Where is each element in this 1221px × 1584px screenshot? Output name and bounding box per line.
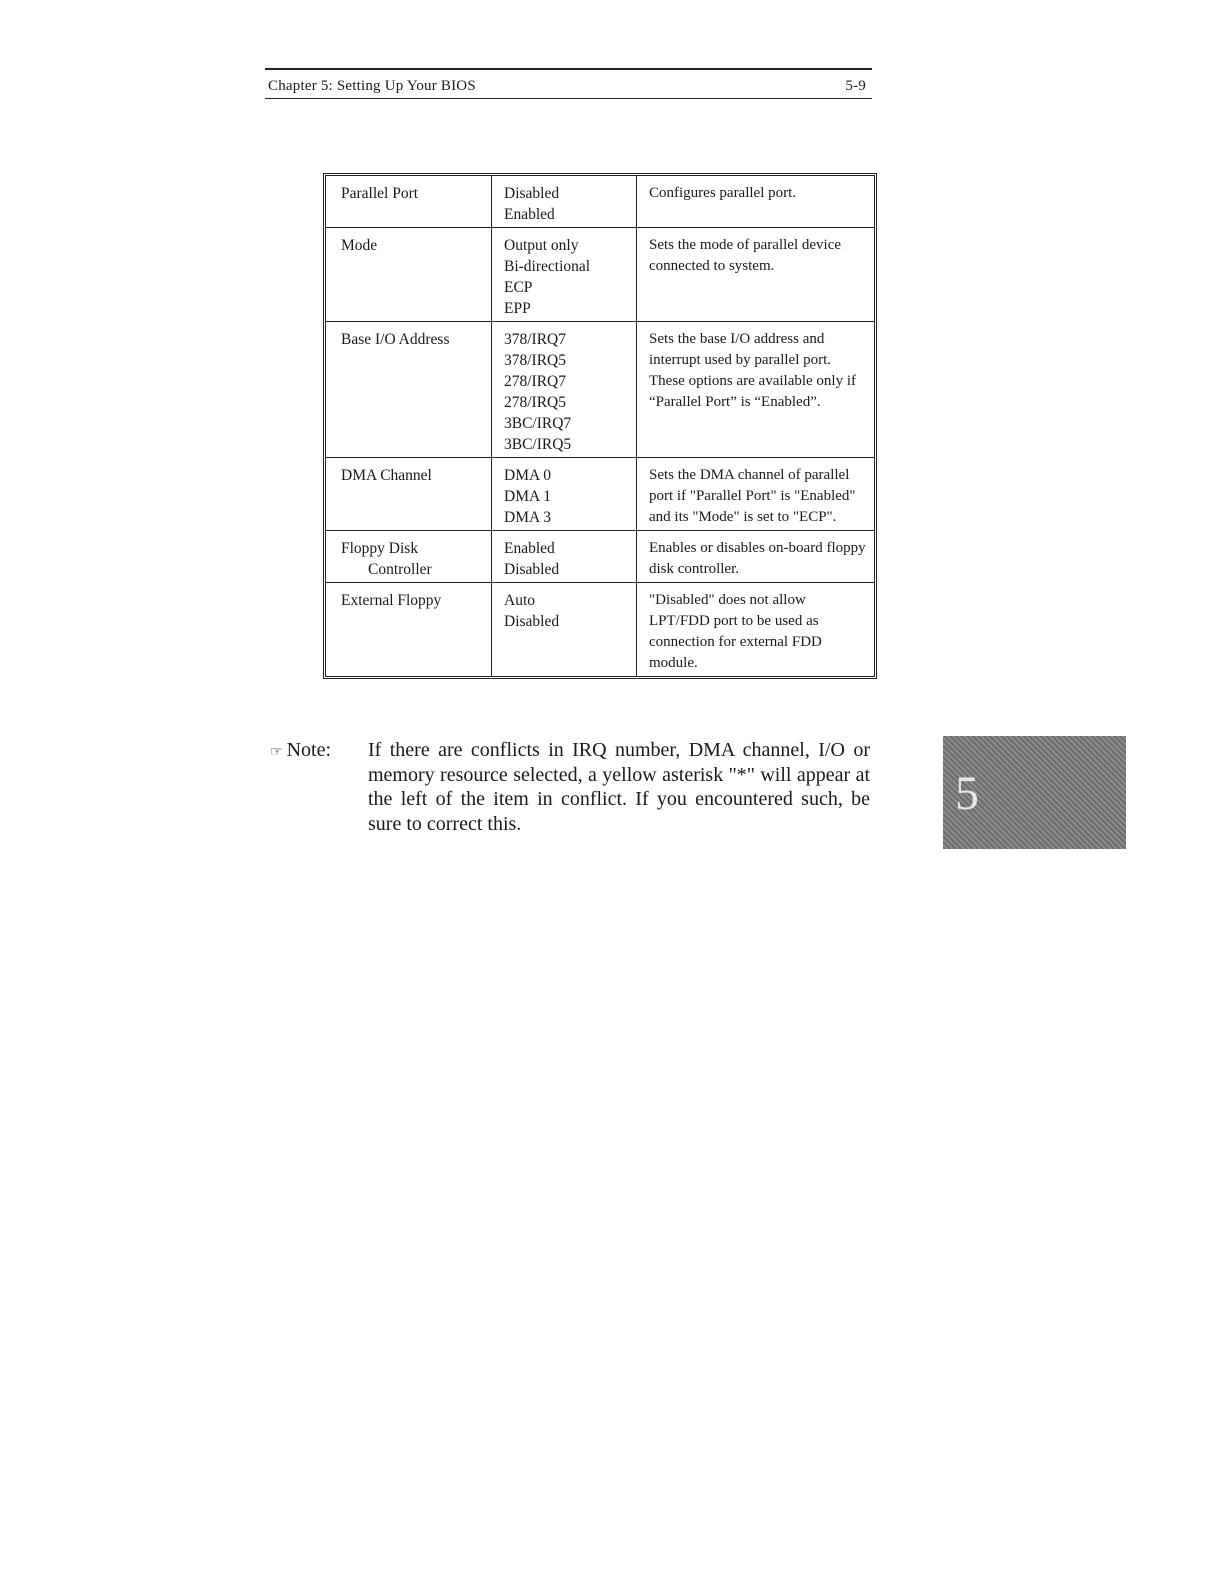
option-value: 3BC/IRQ5 bbox=[504, 436, 572, 453]
table-row bbox=[326, 176, 874, 228]
setting-name-cell bbox=[326, 322, 492, 458]
description-cell: Enables or disables on-board floppy disk controller. bbox=[637, 531, 875, 583]
option-value: Bi-directional bbox=[504, 258, 591, 275]
option-value: 278/IRQ7 bbox=[504, 373, 566, 390]
setting-name: DMA Channel bbox=[341, 467, 432, 484]
chapter-thumb-tab bbox=[943, 736, 1126, 849]
description-cell: Configures parallel port. bbox=[637, 176, 875, 228]
option-value: DMA 0 bbox=[504, 467, 551, 484]
option-value: Enabled bbox=[504, 540, 555, 557]
setting-name: Floppy Disk bbox=[341, 540, 419, 557]
option-value: EPP bbox=[504, 300, 531, 317]
options-cell bbox=[492, 176, 637, 228]
note-text: If there are conflicts in IRQ number, DMA channel, I/O or memory resource selected, a yellow asterisk "*" will appear at the left of the item in conflict. If you encountered such, be sure to correct this. bbox=[368, 739, 870, 835]
option-value: Output only bbox=[504, 237, 579, 254]
option-value: Auto bbox=[504, 592, 535, 609]
table-row bbox=[326, 531, 874, 583]
setting-name: Base I/O Address bbox=[341, 331, 450, 348]
table-row bbox=[326, 458, 874, 531]
option-value: 378/IRQ7 bbox=[504, 331, 566, 348]
option-value: DMA 3 bbox=[504, 509, 551, 526]
option-value: Disabled bbox=[504, 185, 560, 202]
table-row bbox=[326, 228, 874, 322]
setting-name-cell bbox=[326, 176, 492, 228]
description-cell: Sets the mode of parallel device connected to system. bbox=[637, 228, 875, 322]
setting-name-cell bbox=[326, 583, 492, 677]
options-cell bbox=[492, 531, 637, 583]
setting-name-cell bbox=[326, 531, 492, 583]
bios-settings-table bbox=[323, 173, 877, 679]
options-cell bbox=[492, 322, 637, 458]
options-cell bbox=[492, 228, 637, 322]
option-value: Disabled bbox=[504, 561, 560, 578]
page-number: 5-9 bbox=[845, 78, 866, 94]
option-value: 378/IRQ5 bbox=[504, 352, 566, 369]
setting-name: External Floppy bbox=[341, 592, 442, 609]
options-cell bbox=[492, 583, 637, 677]
running-header bbox=[265, 68, 872, 99]
option-value: Disabled bbox=[504, 613, 560, 630]
note-label-text: Note: bbox=[286, 739, 331, 761]
setting-name: Parallel Port bbox=[341, 185, 419, 202]
description-cell: Sets the base I/O address and interrupt used by parallel port. These options are available only if “Parallel Port” is “Enabled”. bbox=[637, 322, 875, 458]
note-label bbox=[270, 738, 368, 766]
option-value: ECP bbox=[504, 279, 533, 296]
setting-name: Mode bbox=[341, 237, 378, 254]
table-row bbox=[326, 583, 874, 677]
table-row bbox=[326, 322, 874, 458]
option-value: DMA 1 bbox=[504, 488, 551, 505]
note-block bbox=[270, 738, 870, 836]
option-value: 278/IRQ5 bbox=[504, 394, 566, 411]
description-cell: "Disabled" does not allow LPT/FDD port to be used as connection for external FDD module. bbox=[637, 583, 875, 677]
option-value: Enabled bbox=[504, 206, 555, 223]
settings-table-body bbox=[326, 176, 874, 676]
setting-name-cell bbox=[326, 228, 492, 322]
options-cell bbox=[492, 458, 637, 531]
option-value: 3BC/IRQ7 bbox=[504, 415, 572, 432]
description-cell: Sets the DMA channel of parallel port if "Parallel Port" is "Enabled" and its "Mode" is set to "ECP". bbox=[637, 458, 875, 531]
setting-name: Controller bbox=[368, 561, 432, 578]
pointing-hand-icon: ☞ bbox=[270, 745, 283, 760]
setting-name-cell bbox=[326, 458, 492, 531]
chapter-tab-number: 5 bbox=[955, 767, 979, 820]
chapter-title: Chapter 5: Setting Up Your BIOS bbox=[268, 78, 476, 94]
